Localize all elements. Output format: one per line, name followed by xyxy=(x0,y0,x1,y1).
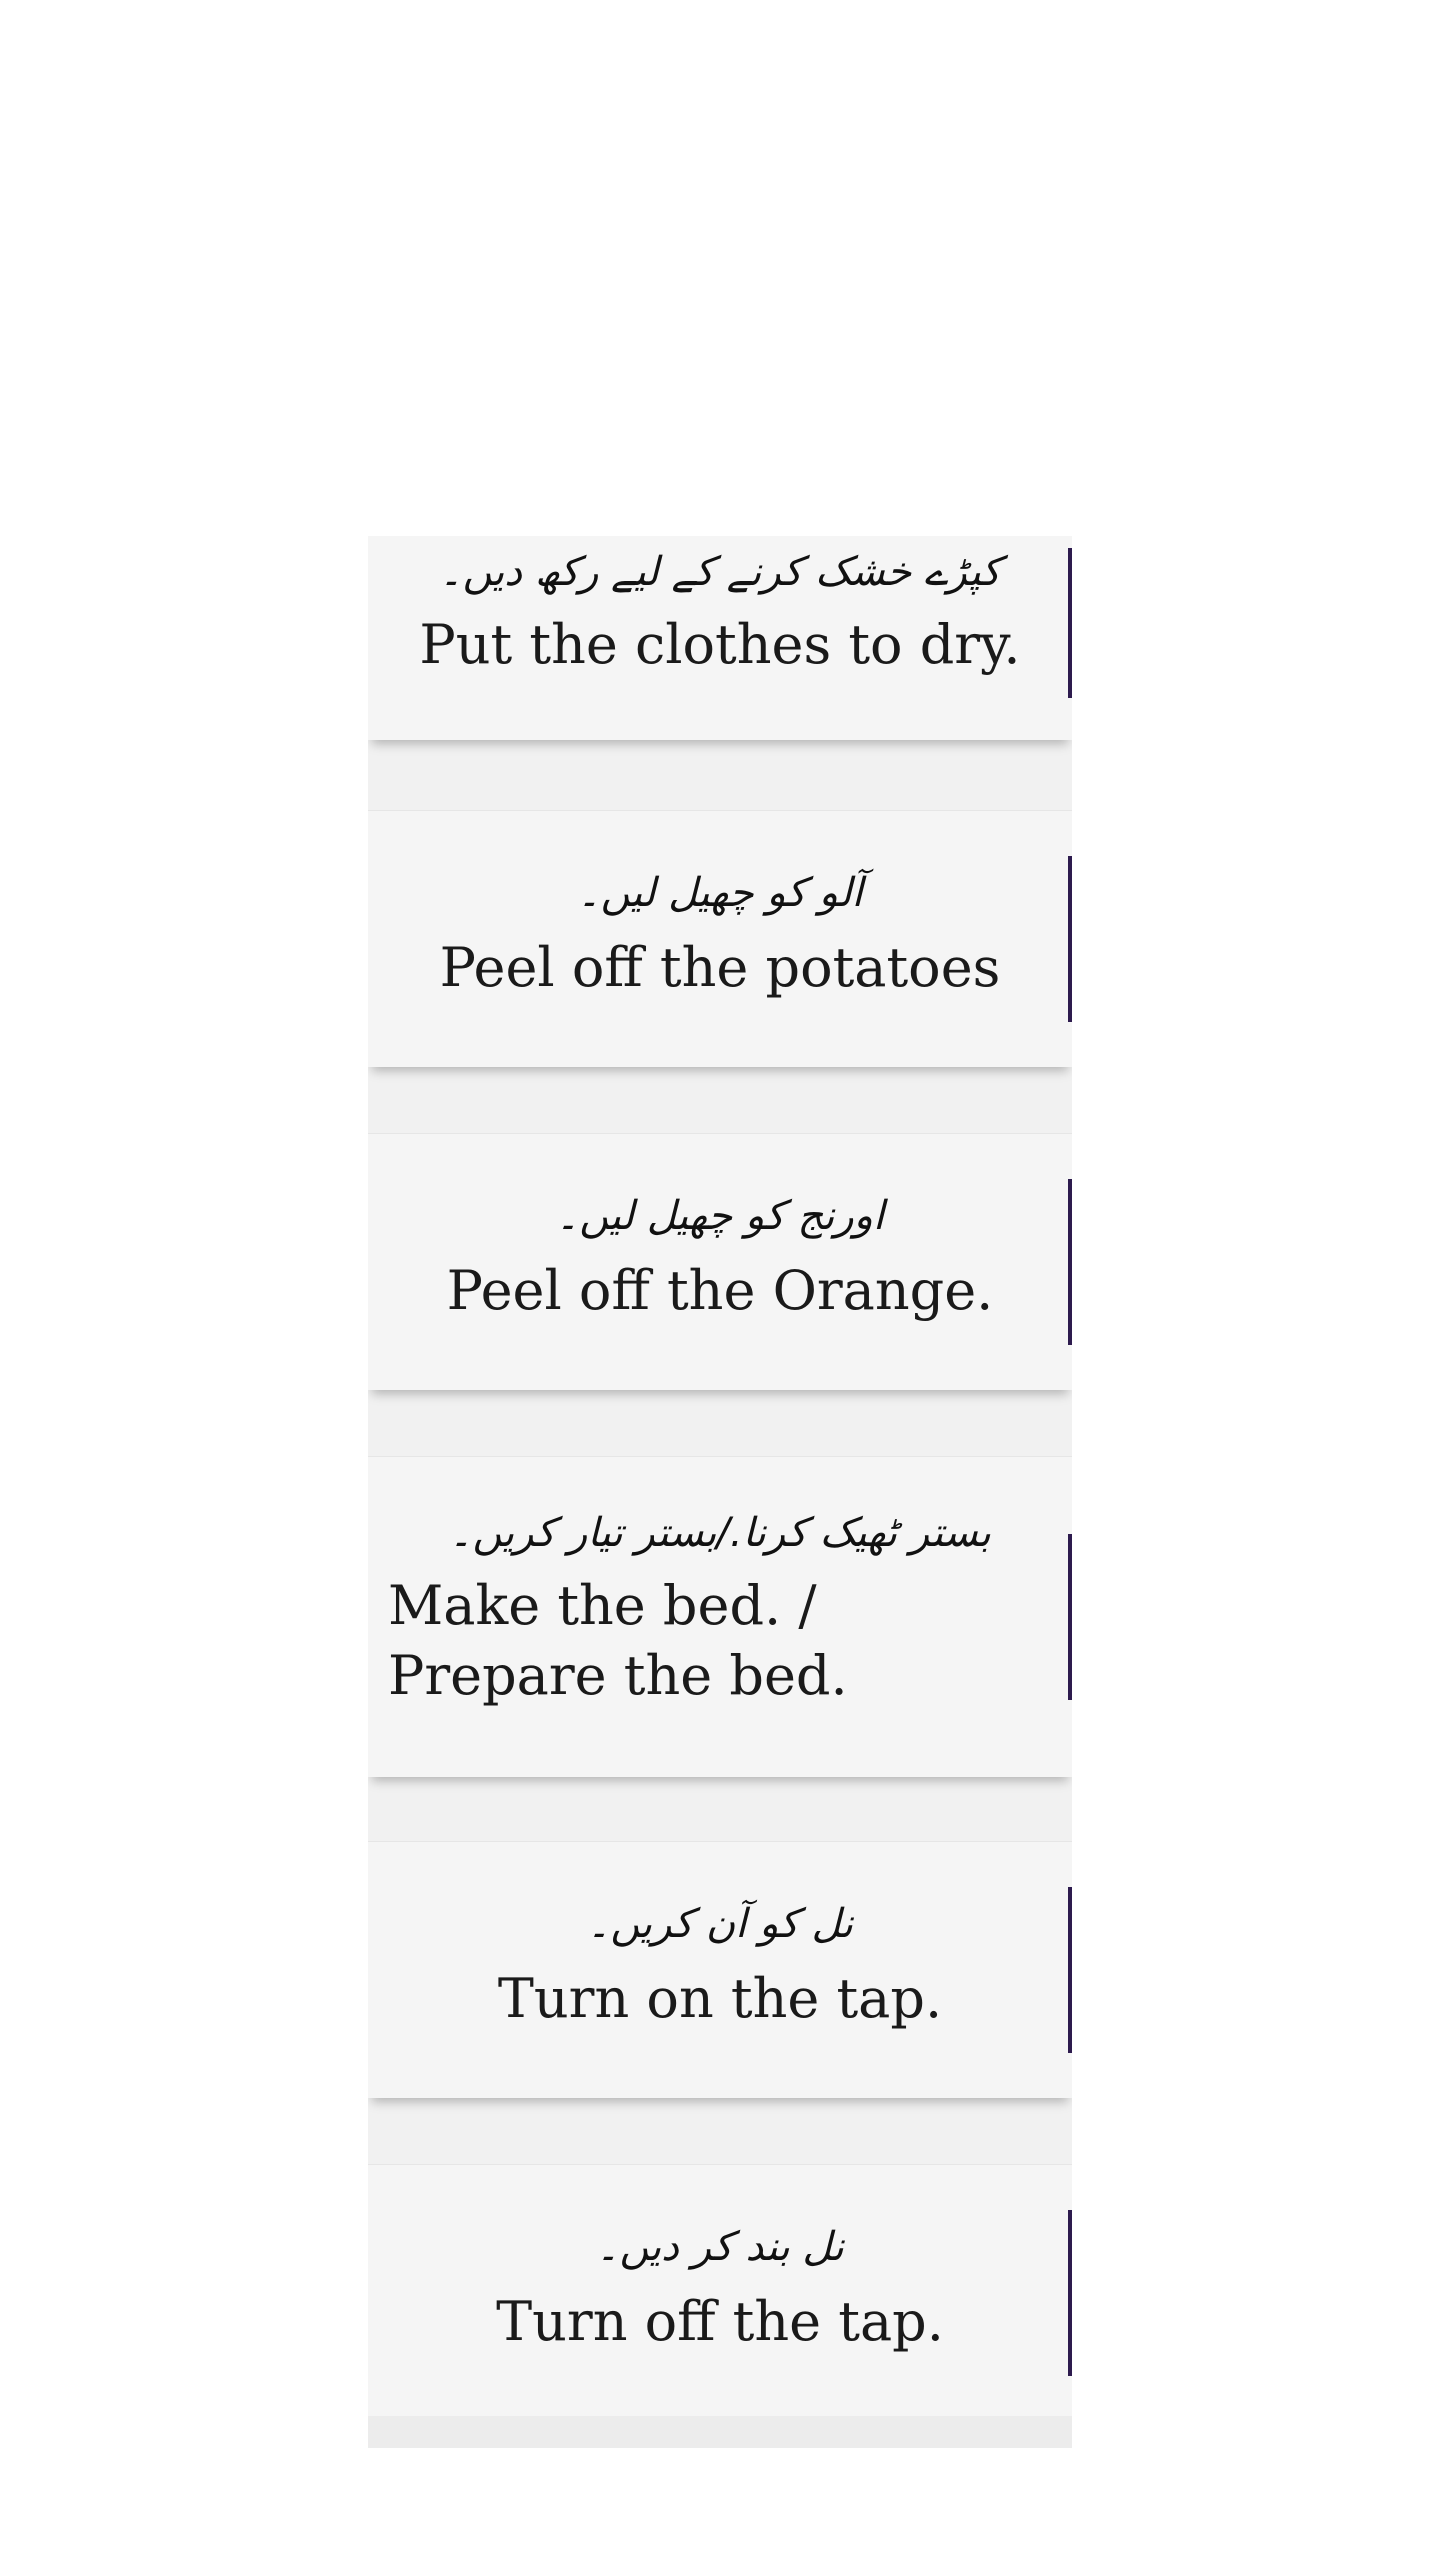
english-phrase: Make the bed. / Prepare the bed. xyxy=(388,1574,848,1707)
phrase-card[interactable] xyxy=(368,536,1072,740)
urdu-phrase: نل کو آن کریں۔ xyxy=(587,1901,853,1947)
urdu-phrase: نل بند کر دیں۔ xyxy=(596,2224,844,2270)
phrase-card[interactable] xyxy=(368,1133,1072,1390)
phrase-card[interactable] xyxy=(368,1456,1072,1777)
urdu-phrase: بستر ٹھیک کرنا./بستر تیار کریں۔ xyxy=(449,1510,991,1556)
urdu-phrase: اورنج کو چھیل لیں۔ xyxy=(555,1193,885,1239)
phrase-card[interactable] xyxy=(368,1841,1072,2098)
english-phrase: Peel off the potatoes xyxy=(439,936,1001,999)
phrase-list-screen xyxy=(368,536,1072,2448)
phrase-card[interactable] xyxy=(368,810,1072,1067)
english-phrase: Peel off the Orange. xyxy=(446,1259,994,1322)
english-phrase: Turn on the tap. xyxy=(497,1967,943,2030)
english-phrase: Turn off the tap. xyxy=(496,2290,944,2353)
list-bottom-spacer xyxy=(368,2416,1072,2448)
english-phrase: Put the clothes to dry. xyxy=(419,613,1021,676)
phrase-card[interactable] xyxy=(368,2164,1072,2421)
urdu-phrase: کپڑے خشک کرنے کے لیے رکھ دیں۔ xyxy=(439,549,1001,595)
urdu-phrase: آلو کو چھیل لیں۔ xyxy=(577,870,863,916)
